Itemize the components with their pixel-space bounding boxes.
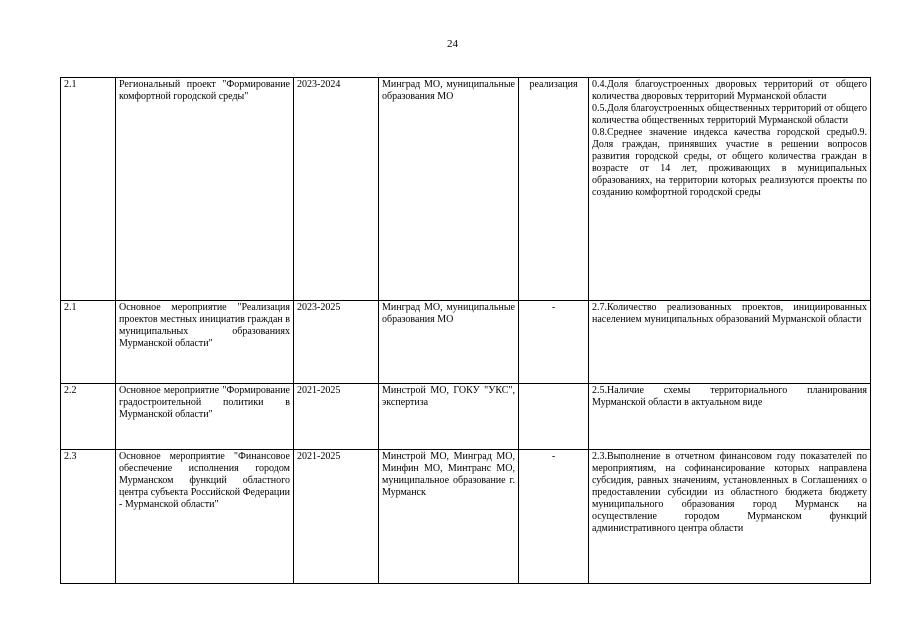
stage: - [519, 301, 589, 384]
table-row [61, 301, 871, 384]
row-number: 2.1 [61, 301, 116, 384]
stage: - [519, 450, 589, 584]
indicators-cell [589, 78, 871, 301]
indicator-text: 2.7.Количество реализованных проектов, инициированных населением муниципальных образований Мурманской области [592, 302, 867, 325]
measure-name: Основное мероприятие "Реализация проектов местных инициатив граждан в муниципальных образованиях Мурманской области" [116, 301, 294, 384]
indicator-text: 0.8.Среднее значение индекса качества городской среды0.9. Доля граждан, принявших участие в решении вопросов развития городской среды, от общего количества граждан в возрасте от 14 лет, проживающих в муниципальных образованиях, на территории которых реализуются проекты по созданию комфортной городской среды [592, 127, 867, 198]
row-number: 2.1 [61, 78, 116, 301]
period: 2023-2025 [294, 301, 379, 384]
indicator-text: 2.5.Наличие схемы территориального планирования Мурманской области в актуальном виде [592, 385, 867, 408]
stage: реализация [519, 78, 589, 301]
period: 2021-2025 [294, 384, 379, 450]
indicators-cell [589, 301, 871, 384]
indicator-text: 2.3.Выполнение в отчетном финансовом году показателей по мероприятиям, на софинансирование которых направлена субсидия, равных значениям, установленных в Соглашениях о предоставлении субсидии из областного бюджета бюджету муниципального образования город Мурманск на осуществление городом Мурманском функций административного центра области [592, 451, 867, 534]
period: 2021-2025 [294, 450, 379, 584]
row-number: 2.3 [61, 450, 116, 584]
responsible: Минстрой МО, Минград МО, Минфин МО, Минтранс МО, муниципальное образование г. Мурманск [379, 450, 519, 584]
responsible: Минстрой МО, ГОКУ "УКС", экспертиза [379, 384, 519, 450]
indicator-text: 0.4.Доля благоустроенных дворовых территорий от общего количества дворовых территорий Мурманской области [592, 79, 867, 102]
table-row [61, 450, 871, 584]
responsible: Минград МО, муниципальные образования МО [379, 301, 519, 384]
responsible: Минград МО, муниципальные образования МО [379, 78, 519, 301]
indicators-cell [589, 450, 871, 584]
table-row [61, 384, 871, 450]
table-row [61, 78, 871, 301]
stage [519, 384, 589, 450]
page-number: 24 [447, 38, 458, 50]
period: 2023-2024 [294, 78, 379, 301]
measure-name: Основное мероприятие "Финансовое обеспечение исполнения городом Мурманском функций областного центра субъекта Российской Федерации - Мурманской области" [116, 450, 294, 584]
row-number: 2.2 [61, 384, 116, 450]
measure-name: Основное мероприятие "Формирование градостроительной политики в Мурманской области" [116, 384, 294, 450]
indicators-cell [589, 384, 871, 450]
program-table [60, 77, 871, 584]
indicator-text: 0.5.Доля благоустроенных общественных территорий от общего количества общественных территорий Мурманской области [592, 103, 867, 126]
measure-name: Региональный проект "Формирование комфортной городской среды" [116, 78, 294, 301]
